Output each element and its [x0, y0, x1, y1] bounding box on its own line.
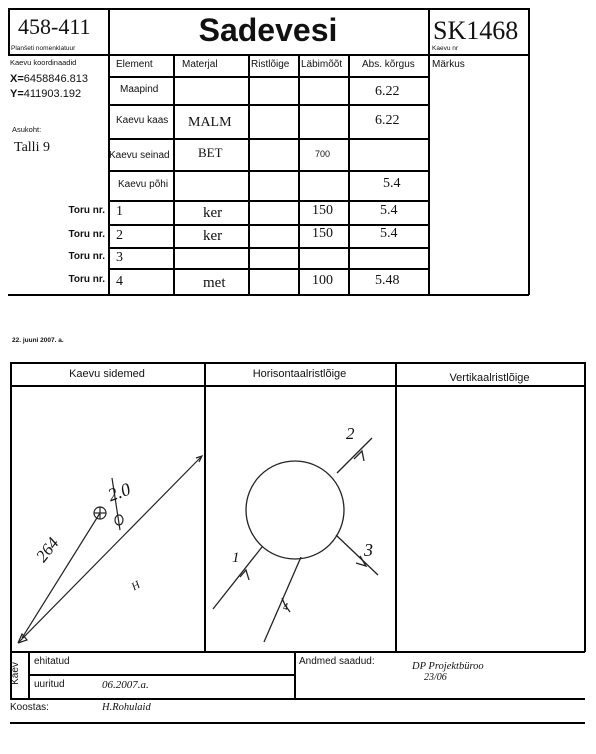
page-title: Sadevesi — [198, 12, 338, 48]
pipe-label-2: Toru nr. — [68, 229, 105, 240]
pipe-2-material: ker — [203, 228, 223, 244]
sketch-header-vertical: Vertikaalristlõige — [449, 372, 530, 384]
row-lid-material: MALM — [188, 115, 232, 130]
nomenclature-caption: Planšeti nomenklatuur — [11, 45, 76, 52]
nomenclature-number: 458-411 — [18, 14, 91, 39]
row-walls-element: Kaevu seinad — [109, 150, 170, 161]
row-walls-material: BET — [198, 145, 223, 160]
footer-built-label: ehitatud — [34, 656, 70, 667]
row-ground-element: Maapind — [120, 84, 159, 95]
col-header-element: Element — [116, 59, 153, 70]
footer-side-label: Kaev — [9, 662, 21, 685]
col-header-material: Materjal — [182, 59, 218, 70]
col-header-elevation: Abs. kõrgus — [362, 59, 415, 70]
y-value: 411903.192 — [23, 88, 82, 100]
col-header-notes: Märkus — [432, 59, 465, 70]
location-caption: Asukoht: — [12, 125, 42, 134]
pipe-2-elevation: 5.4 — [380, 226, 398, 241]
row-lid-element: Kaevu kaas — [116, 115, 169, 126]
tie-distance-short: 2.0 — [105, 478, 134, 506]
sketch-header-horizontal: Horisontaalristlõige — [252, 368, 347, 380]
pipe-mark-4: 4 — [283, 602, 288, 613]
pipe-2-number: 2 — [116, 228, 123, 243]
footer-compiled-label: Koostas: — [10, 702, 49, 713]
pipe-4-material: met — [203, 275, 226, 291]
row-bottom-element: Kaevu põhi — [118, 179, 169, 190]
sketch-header-ties: Kaevu sidemed — [69, 368, 145, 380]
footer-surveyed-value: 06.2007.a. — [102, 679, 149, 691]
pipe-label-4: Toru nr. — [68, 274, 105, 285]
pipe-1-number: 1 — [116, 204, 123, 219]
coords-caption: Kaevu koordinaadid — [10, 58, 77, 67]
tie-misc-mark: H — [129, 578, 143, 594]
pipe-label-3: Toru nr. — [68, 251, 105, 262]
pipe-1-diameter: 150 — [312, 203, 333, 218]
pipe-4-elevation: 5.48 — [375, 273, 400, 288]
well-id-caption: Kaevu nr — [432, 45, 459, 52]
pipe-2-diameter: 150 — [312, 226, 333, 241]
row-lid-elevation: 6.22 — [375, 113, 400, 128]
pipe-3-number: 3 — [116, 250, 123, 265]
date-note: 22. juuni 2007. a. — [12, 337, 64, 344]
col-header-diameter: Läbimõõt — [301, 59, 343, 70]
x-value: 6458846.813 — [23, 73, 88, 85]
row-bottom-elevation: 5.4 — [383, 176, 401, 191]
footer-data-from-date: 23/06 — [424, 672, 447, 683]
y-label: Y= — [10, 88, 24, 100]
pipe-4-diameter: 100 — [312, 273, 333, 288]
pipe-label-1: Toru nr. — [68, 205, 105, 216]
row-walls-diameter: 700 — [315, 149, 331, 159]
tie-distance-long: 264 — [32, 533, 63, 566]
footer-surveyed-label: uuritud — [34, 679, 65, 690]
horizontal-section-sketch — [213, 438, 378, 642]
col-header-cross-section: Ristlõige — [251, 59, 290, 70]
pipe-4-number: 4 — [116, 274, 123, 289]
row-ground-elevation: 6.22 — [375, 84, 400, 99]
footer-data-from-value: DP Projektbüroo — [412, 661, 484, 672]
well-id: SK1468 — [433, 16, 519, 45]
footer-compiled-value: H.Rohulaid — [102, 702, 151, 713]
pipe-mark-2: 2 — [346, 424, 355, 443]
pipe-1-material: ker — [203, 205, 223, 221]
pipe-mark-3: 3 — [364, 540, 373, 560]
x-label: X= — [10, 73, 24, 85]
footer-data-from-label: Andmed saadud: — [299, 656, 375, 667]
pipe-mark-1: 1 — [232, 550, 240, 566]
pipe-1-elevation: 5.4 — [380, 203, 398, 218]
location-value: Talli 9 — [14, 140, 50, 155]
